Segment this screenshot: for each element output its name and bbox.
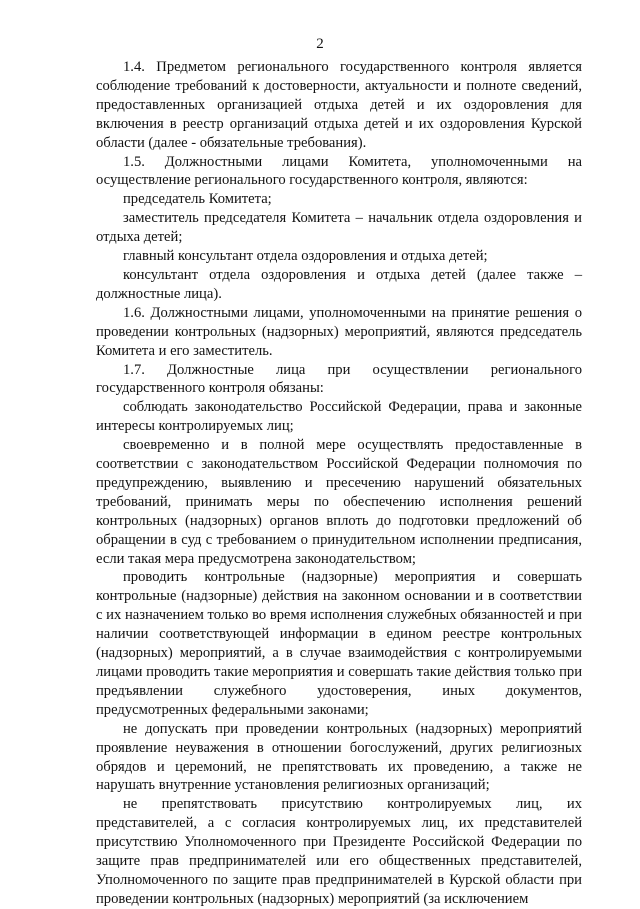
list-item-chief-consultant: главный консультант отдела оздоровления и отдыха детей; xyxy=(123,248,488,265)
paragraph-1-6: 1.6. Должностными лицами, уполномоченными на принятие решения о проведении контрольных (надзорных) мероприятий, являются председатель Комитета и его заместитель. xyxy=(96,304,582,359)
paragraph-1-5: 1.5. Должностными лицами Комитета, уполномоченными на осуществление регионального государственного контроля, являются: xyxy=(96,153,582,189)
paragraph-1-4: 1.4. Предметом регионального государственного контроля является соблюдение требований к достоверности, актуальности и полноте сведений, предоставленных организацией отдыха детей и их оздоровления для включения в реестр организаций отдыха детей и их оздоровления Курской области (далее - обязательные требования). xyxy=(96,59,582,151)
list-item-consultant: консультант отдела оздоровления и отдыха детей (далее также – должностные лица). xyxy=(96,266,582,302)
duty-exercise-powers: своевременно и в полной мере осуществлять предоставленные в соответствии с законодательством Российской Федерации полномочия по предупреждению, выявлению и пресечению нарушений обязательных требований, принимать меры по обеспечению исполнения решений контрольных (надзорных) органов вплоть до подготовки предложений об обращении в суд с требованием о принудительном исполнении предписания, если такая мера предусмотрена законодательством; xyxy=(96,437,582,567)
paragraph-1-7: 1.7. Должностные лица при осуществлении регионального государственного контроля обязаны: xyxy=(96,361,582,397)
duty-conduct-measures: проводить контрольные (надзорные) мероприятия и совершать контрольные (надзорные) действия на законном основании и в соответствии с их назначением только во время исполнения служебных обязанностей и при наличии соответствующей информации в едином реестре контрольных (надзорных) мероприятий, а в случае взаимодействия с контролируемыми лицами проводить такие мероприятия и совершать такие действия только при предъявлении служебного удостоверения, иных документов, предусмотренных федеральными законами; xyxy=(96,569,582,718)
duty-allow-presence: не препятствовать присутствию контролируемых лиц, их представителей, а с согласия контролируемых лиц, их представителей присутствию Уполномоченного при Президенте Российской Федерации по защите прав предпринимателей или его общественных представителей, Уполномоченного по защите прав предпринимателей в Курской области при проведении контрольных (надзорных) мероприятий (за исключением xyxy=(96,796,582,907)
page-number: 2 xyxy=(316,36,324,52)
document-body xyxy=(96,58,582,909)
duty-respect-religion: не допускать при проведении контрольных (надзорных) мероприятий проявление неуважения в отношении богослужений, других религиозных обрядов и церемоний, не препятствовать их проведению, а также не нарушать внутренние установления религиозных организаций; xyxy=(96,720,582,794)
list-item-deputy-chairman: заместитель председателя Комитета – начальник отдела оздоровления и отдыха детей; xyxy=(96,210,582,246)
list-item-chairman: председатель Комитета; xyxy=(123,191,272,208)
duty-comply-law: соблюдать законодательство Российской Федерации, права и законные интересы контролируемых лиц; xyxy=(96,399,582,435)
